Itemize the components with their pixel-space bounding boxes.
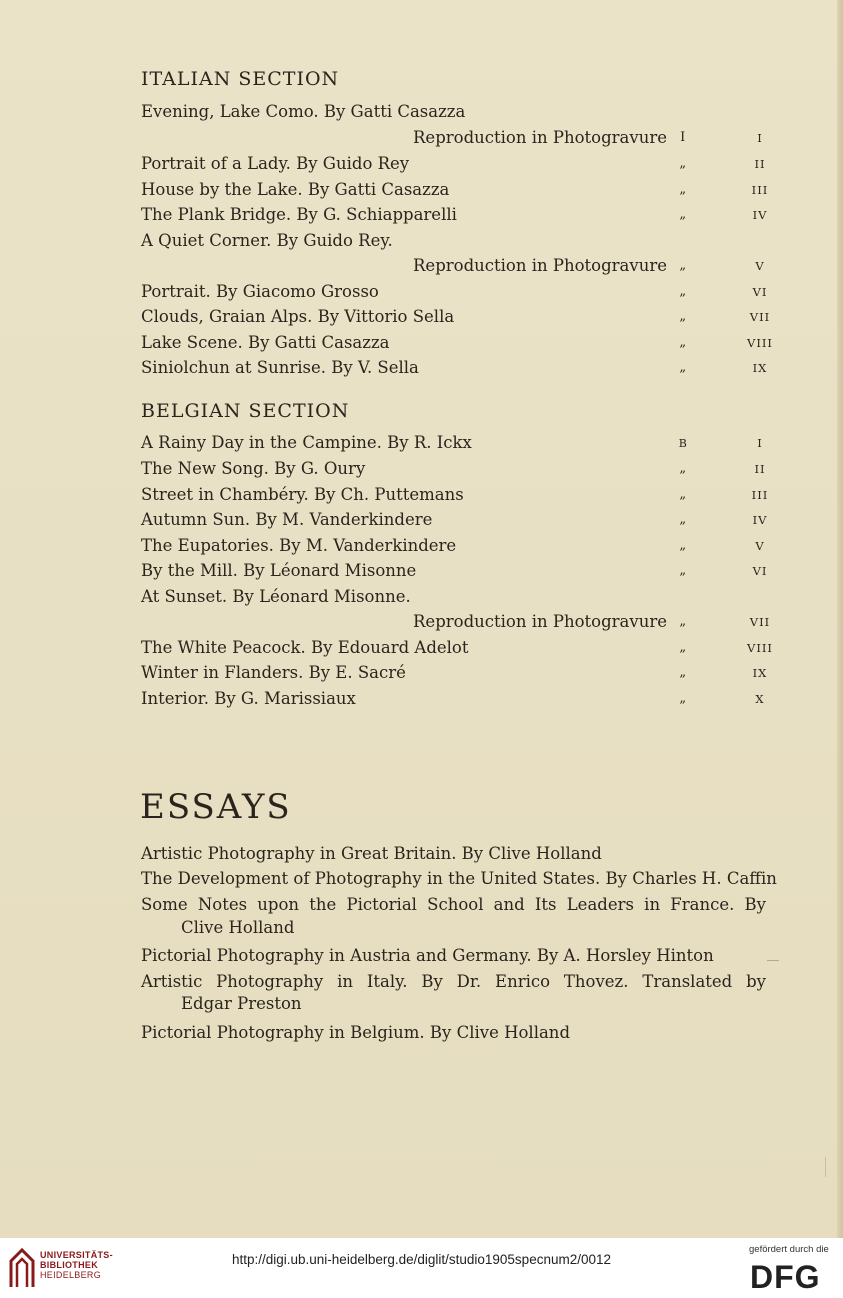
entry-title: Lake Scene. By Gatti Casazza <box>141 333 390 352</box>
entry-reproduction-note: Reproduction in Photogravure <box>413 256 667 275</box>
entry-title: The Eupatories. By M. Vanderkindere <box>141 536 457 555</box>
belgian-entry <box>141 587 771 613</box>
italian-entry <box>141 307 771 333</box>
plate-mark: „ <box>679 182 687 197</box>
entry-title: A Quiet Corner. By Guido Rey. <box>141 231 393 250</box>
belgian-entry <box>141 638 771 664</box>
plate-mark: „ <box>679 335 687 350</box>
italian-entry <box>141 231 771 257</box>
plate-mark: „ <box>679 360 687 375</box>
funded-by-label: gefördert durch die <box>749 1244 829 1255</box>
entry-title: Portrait. By Giacomo Grosso <box>141 282 379 301</box>
essay-item: Artistic Photography in Great Britain. By Clive Holland <box>141 844 602 863</box>
plate-numeral: VIII <box>747 336 773 350</box>
italian-entry <box>141 358 771 384</box>
belgian-entry <box>141 485 771 511</box>
plate-numeral: VI <box>752 285 768 299</box>
digitization-footer <box>0 1238 843 1298</box>
entry-title: Autumn Sun. By M. Vanderkindere <box>141 510 433 529</box>
belgian-section-title: BELGIAN SECTION <box>141 400 350 422</box>
plate-mark: „ <box>679 512 687 527</box>
entry-reproduction-note: Reproduction in Photogravure <box>413 612 667 631</box>
essay-item-continuation: Clive Holland <box>181 918 295 937</box>
italian-entry <box>141 180 771 206</box>
plate-mark: „ <box>679 614 687 629</box>
belgian-entry-repro <box>141 612 771 638</box>
plate-numeral: I <box>757 436 763 450</box>
belgian-entry <box>141 689 771 715</box>
plate-numeral: VII <box>749 310 771 324</box>
plate-numeral: III <box>751 183 769 197</box>
belgian-entry <box>141 561 771 587</box>
library-name-line: HEIDELBERG <box>40 1270 102 1280</box>
italian-entry <box>141 154 771 180</box>
source-url-link[interactable]: http://digi.ub.uni-heidelberg.de/diglit/studio1905specnum2/0012 <box>231 1252 612 1267</box>
plate-mark: „ <box>679 538 687 553</box>
plate-mark: B <box>678 437 688 450</box>
italian-entry <box>141 102 771 128</box>
plate-numeral: VIII <box>747 641 773 655</box>
essays-heading: ESSAYS <box>140 787 292 827</box>
plate-numeral: IV <box>752 208 768 222</box>
essay-item: Some Notes upon the Pictorial School and Its Leaders in France. By <box>141 895 766 914</box>
essay-item: Pictorial Photography in Austria and Germany. By A. Horsley Hinton <box>141 946 714 965</box>
plate-mark: „ <box>679 207 687 222</box>
entry-title: Portrait of a Lady. By Guido Rey <box>141 154 410 173</box>
plate-numeral: II <box>754 462 766 476</box>
entry-title: A Rainy Day in the Campine. By R. Ickx <box>141 433 472 452</box>
plate-mark: „ <box>679 487 687 502</box>
entry-title: House by the Lake. By Gatti Casazza <box>141 180 450 199</box>
plate-mark: „ <box>679 665 687 680</box>
paper-mark <box>825 1157 826 1177</box>
entry-title: At Sunset. By Léonard Misonne. <box>141 587 411 606</box>
entry-title: Street in Chambéry. By Ch. Puttemans <box>141 485 464 504</box>
italian-entry <box>141 282 771 308</box>
plate-numeral: IX <box>752 361 768 375</box>
plate-numeral: X <box>755 692 765 706</box>
entry-title: The White Peacock. By Edouard Adelot <box>141 638 469 657</box>
entry-reproduction-note: Reproduction in Photogravure <box>413 128 667 147</box>
plate-mark: „ <box>679 284 687 299</box>
plate-mark: „ <box>679 563 687 578</box>
italian-entry <box>141 205 771 231</box>
plate-mark: I <box>680 130 686 145</box>
plate-mark: „ <box>679 461 687 476</box>
plate-numeral: III <box>751 488 769 502</box>
belgian-entry <box>141 536 771 562</box>
belgian-entry <box>141 459 771 485</box>
belgian-entry <box>141 433 771 459</box>
entry-title: Clouds, Graian Alps. By Vittorio Sella <box>141 307 455 326</box>
library-name-line: UNIVERSITÄTS- <box>40 1250 113 1260</box>
entry-title: Evening, Lake Como. By Gatti Casazza <box>141 102 466 121</box>
essay-item: Artistic Photography in Italy. By Dr. Enrico Thovez. Translated by <box>141 972 766 991</box>
plate-numeral: I <box>757 131 763 145</box>
entry-title: By the Mill. By Léonard Misonne <box>141 561 417 580</box>
plate-mark: „ <box>679 640 687 655</box>
italian-entry-repro <box>141 256 771 282</box>
italian-section-title: ITALIAN SECTION <box>141 68 340 90</box>
entry-title: The New Song. By G. Oury <box>141 459 366 478</box>
belgian-entry <box>141 510 771 536</box>
plate-mark: „ <box>679 691 687 706</box>
plate-numeral: VI <box>752 564 768 578</box>
essay-item: The Development of Photography in the United States. By Charles H. Caffin <box>141 869 777 888</box>
plate-numeral: V <box>755 259 765 273</box>
plate-mark: „ <box>679 156 687 171</box>
plate-numeral: VII <box>749 615 771 629</box>
page-edge <box>837 0 843 1238</box>
paper-mark <box>767 960 779 961</box>
dfg-logo-icon <box>750 1260 832 1292</box>
entry-title: Winter in Flanders. By E. Sacré <box>141 663 406 682</box>
essay-item-continuation: Edgar Preston <box>181 994 302 1013</box>
plate-numeral: V <box>755 539 765 553</box>
italian-entry <box>141 333 771 359</box>
plate-mark: „ <box>679 309 687 324</box>
dfg-logo-text: DFG <box>750 1260 821 1292</box>
entry-title: Siniolchun at Sunrise. By V. Sella <box>141 358 419 377</box>
plate-numeral: IV <box>752 513 768 527</box>
library-name-line: BIBLIOTHEK <box>40 1260 98 1270</box>
entry-title: The Plank Bridge. By G. Schiapparelli <box>141 205 457 224</box>
plate-mark: „ <box>679 258 687 273</box>
essay-item: Pictorial Photography in Belgium. By Clive Holland <box>141 1023 570 1042</box>
italian-entry-repro <box>141 128 771 154</box>
plate-numeral: II <box>754 157 766 171</box>
belgian-entry <box>141 663 771 689</box>
entry-title: Interior. By G. Marissiaux <box>141 689 356 708</box>
plate-numeral: IX <box>752 666 768 680</box>
